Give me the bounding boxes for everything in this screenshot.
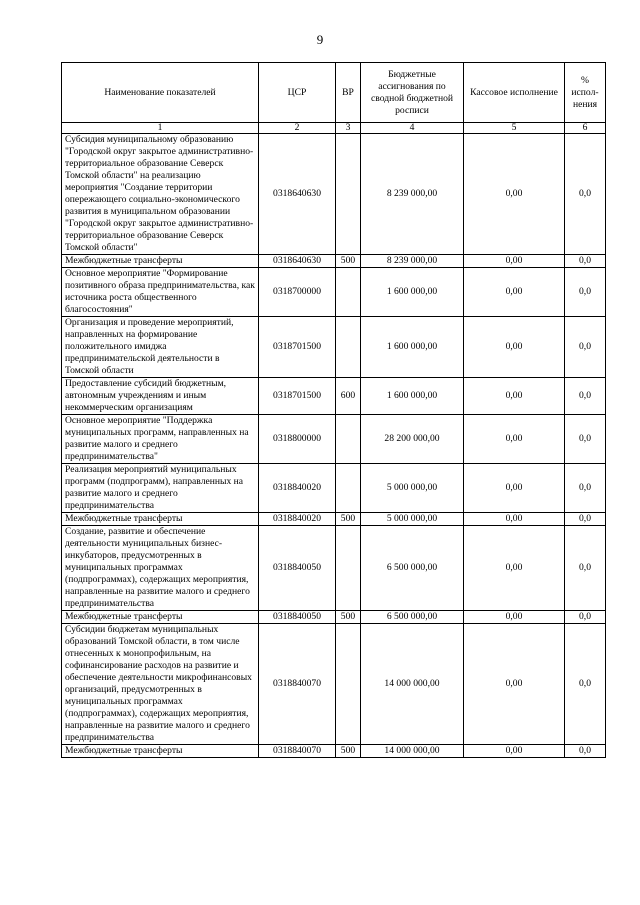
column-index-row — [62, 123, 606, 134]
cell-cash: 0,00 — [464, 268, 565, 317]
cell-csr: 0318840050 — [259, 526, 336, 611]
cell-budget: 28 200 000,00 — [361, 415, 464, 464]
cell-vr — [336, 317, 361, 378]
cell-cash: 0,00 — [464, 255, 565, 268]
header-budget: Бюджетные ассигнования по сводной бюджетной росписи — [361, 63, 464, 123]
header-name: Наименование показателей — [62, 63, 259, 123]
cell-budget: 14 000 000,00 — [361, 624, 464, 745]
cell-cash: 0,00 — [464, 624, 565, 745]
cell-name: Создание, развитие и обеспечение деятельности муниципальных бизнес-инкубаторов, предусмотренных в муниципальных программах (подпрограммах), содержащих мероприятия, направленные на развитие малого и среднего предпринимательства — [62, 526, 259, 611]
table-body — [62, 134, 606, 758]
cell-pct: 0,0 — [565, 464, 606, 513]
table-row — [62, 611, 606, 624]
cell-name: Межбюджетные трансферты — [62, 255, 259, 268]
cell-name: Основное мероприятие "Формирование позитивного образа предпринимательства, как источника роста общественного благосостояния" — [62, 268, 259, 317]
cell-cash: 0,00 — [464, 513, 565, 526]
cell-cash: 0,00 — [464, 415, 565, 464]
cell-csr: 0318840050 — [259, 611, 336, 624]
cell-pct: 0,0 — [565, 624, 606, 745]
table-row — [62, 745, 606, 758]
cell-budget: 8 239 000,00 — [361, 255, 464, 268]
table-row — [62, 526, 606, 611]
cell-name: Организация и проведение мероприятий, направленных на формирование положительного имиджа предпринимательской деятельности в Томской области — [62, 317, 259, 378]
column-index: 2 — [259, 123, 336, 134]
cell-vr — [336, 415, 361, 464]
cell-cash: 0,00 — [464, 317, 565, 378]
header-csr: ЦСР — [259, 63, 336, 123]
cell-cash: 0,00 — [464, 464, 565, 513]
cell-name: Межбюджетные трансферты — [62, 611, 259, 624]
cell-csr: 0318640630 — [259, 255, 336, 268]
cell-cash: 0,00 — [464, 134, 565, 255]
cell-budget: 14 000 000,00 — [361, 745, 464, 758]
cell-csr: 0318640630 — [259, 134, 336, 255]
cell-pct: 0,0 — [565, 268, 606, 317]
cell-pct: 0,0 — [565, 378, 606, 415]
cell-budget: 5 000 000,00 — [361, 513, 464, 526]
cell-vr — [336, 526, 361, 611]
cell-pct: 0,0 — [565, 745, 606, 758]
cell-name: Основное мероприятие "Поддержка муниципальных программ, направленных на развитие малого и среднего предпринимательства" — [62, 415, 259, 464]
cell-csr: 0318840070 — [259, 745, 336, 758]
cell-budget: 6 500 000,00 — [361, 526, 464, 611]
cell-vr: 500 — [336, 745, 361, 758]
cell-csr: 0318840020 — [259, 464, 336, 513]
cell-pct: 0,0 — [565, 134, 606, 255]
cell-pct: 0,0 — [565, 317, 606, 378]
table-row — [62, 134, 606, 255]
cell-name: Предоставление субсидий бюджетным, автономным учреждениям и иным некоммерческим организациям — [62, 378, 259, 415]
table-row — [62, 378, 606, 415]
page-number: 9 — [316, 32, 324, 47]
cell-name: Межбюджетные трансферты — [62, 513, 259, 526]
header-vr: ВР — [336, 63, 361, 123]
column-index: 4 — [361, 123, 464, 134]
cell-csr: 0318700000 — [259, 268, 336, 317]
cell-cash: 0,00 — [464, 526, 565, 611]
table-row — [62, 624, 606, 745]
cell-budget: 5 000 000,00 — [361, 464, 464, 513]
cell-pct: 0,0 — [565, 611, 606, 624]
table-row — [62, 513, 606, 526]
table-row — [62, 317, 606, 378]
budget-table — [61, 62, 606, 758]
column-index: 1 — [62, 123, 259, 134]
cell-csr: 0318840070 — [259, 624, 336, 745]
cell-cash: 0,00 — [464, 611, 565, 624]
cell-vr — [336, 134, 361, 255]
cell-name: Субсидии бюджетам муниципальных образований Томской области, в том числе отнесенных к монопрофильным, на софинансирование расходов на развитие и обеспечение деятельности микрофинансовых организаций, предусмотренных в муниципальных программах (подпрограммах), содержащих мероприятия, направленные на развитие малого и среднего предпринимательства — [62, 624, 259, 745]
cell-name: Субсидия муниципальному образованию "Городской округ закрытое административно-территориальное образование Северск Томской области" на реализацию мероприятия "Создание территории опережающего социально-экономического развития в муниципальном образовании "Городской округ закрытое административно-территориальное образование Северск Томской области" — [62, 134, 259, 255]
cell-vr — [336, 624, 361, 745]
header-cash: Кассовое исполнение — [464, 63, 565, 123]
cell-vr: 500 — [336, 255, 361, 268]
cell-cash: 0,00 — [464, 378, 565, 415]
cell-budget: 1 600 000,00 — [361, 268, 464, 317]
table-row — [62, 255, 606, 268]
column-index: 5 — [464, 123, 565, 134]
header-pct: % испол-нения — [565, 63, 606, 123]
cell-pct: 0,0 — [565, 513, 606, 526]
table-row — [62, 268, 606, 317]
cell-pct: 0,0 — [565, 415, 606, 464]
cell-vr — [336, 464, 361, 513]
cell-cash: 0,00 — [464, 745, 565, 758]
cell-vr: 500 — [336, 513, 361, 526]
cell-csr: 0318800000 — [259, 415, 336, 464]
cell-vr — [336, 268, 361, 317]
cell-name: Реализация мероприятий муниципальных программ (подпрограмм), направленных на развитие малого и среднего предпринимательства — [62, 464, 259, 513]
cell-budget: 1 600 000,00 — [361, 317, 464, 378]
cell-pct: 0,0 — [565, 255, 606, 268]
column-index: 3 — [336, 123, 361, 134]
cell-vr: 600 — [336, 378, 361, 415]
cell-csr: 0318701500 — [259, 317, 336, 378]
cell-budget: 8 239 000,00 — [361, 134, 464, 255]
cell-csr: 0318701500 — [259, 378, 336, 415]
cell-vr: 500 — [336, 611, 361, 624]
cell-budget: 1 600 000,00 — [361, 378, 464, 415]
cell-budget: 6 500 000,00 — [361, 611, 464, 624]
cell-name: Межбюджетные трансферты — [62, 745, 259, 758]
table-row — [62, 415, 606, 464]
table-row — [62, 464, 606, 513]
cell-pct: 0,0 — [565, 526, 606, 611]
column-index: 6 — [565, 123, 606, 134]
cell-csr: 0318840020 — [259, 513, 336, 526]
